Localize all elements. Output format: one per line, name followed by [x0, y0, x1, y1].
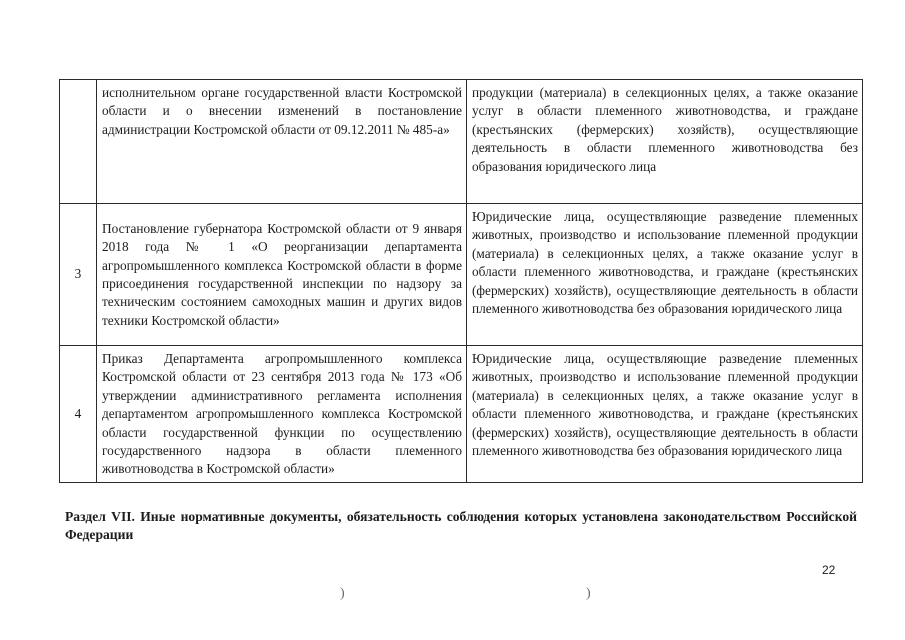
- section-heading: Раздел VII. Иные нормативные документы, обязательность соблюдения которых установлена законодательством Российской Федерации: [65, 509, 857, 542]
- subjects-cell: Юридические лица, осуществляющие разведение племенных животных, производство и использование племенной продукции (материала) в селекционных целях, а также оказание услуг в области племенного животноводства, и граждане (крестьянских (фермерских) хозяйств), осуществляющие деятельность в области племенного животноводства без образования юридического лица: [467, 346, 863, 483]
- table-row: [60, 80, 863, 204]
- row-number-cell: 4: [60, 346, 97, 483]
- punch-hole-mark-right: ): [586, 586, 591, 601]
- documents-table: [59, 79, 863, 483]
- subjects-cell: продукции (материала) в селекционных целях, а также оказание услуг в области племенного животноводства, и граждане (крестьянских (фермерских) хозяйств), осуществляющие деятельность в области племенного животноводства без образования юридического лица: [467, 80, 863, 204]
- row-number-cell: [60, 80, 97, 204]
- document-title-cell: исполнительном органе государственной власти Костромской области и о внесении изменений в постановление администрации Костромской области от 09.12.2011 № 485-а»: [97, 80, 467, 204]
- table-row: [60, 204, 863, 346]
- table-row: [60, 346, 863, 483]
- page-number: 22: [822, 563, 836, 577]
- document-title-cell: Постановление губернатора Костромской области от 9 января 2018 года № 1 «О реорганизации департамента агропромышленного комплекса Костромской области в форме присоединения государственной инспекции по надзору за техническим состоянием самоходных машин и других видов техники Костромской области»: [97, 204, 467, 346]
- row-number-cell: 3: [60, 204, 97, 346]
- subjects-cell: Юридические лица, осуществляющие разведение племенных животных, производство и использование племенной продукции (материала) в селекционных целях, а также оказание услуг в области племенного животноводства, и граждане (крестьянских (фермерских) хозяйств), осуществляющие деятельность в области племенного животноводства без образования юридического лица: [467, 204, 863, 346]
- document-title-cell: Приказ Департамента агропромышленного комплекса Костромской области от 23 сентября 2013 года № 173 «Об утверждении административного регламента исполнения департаментом агропромышленного комплекса Костромской области государственной функции по осуществлению государственного надзора в области племенного животноводства в Костромской области»: [97, 346, 467, 483]
- punch-hole-mark-left: ): [340, 586, 345, 601]
